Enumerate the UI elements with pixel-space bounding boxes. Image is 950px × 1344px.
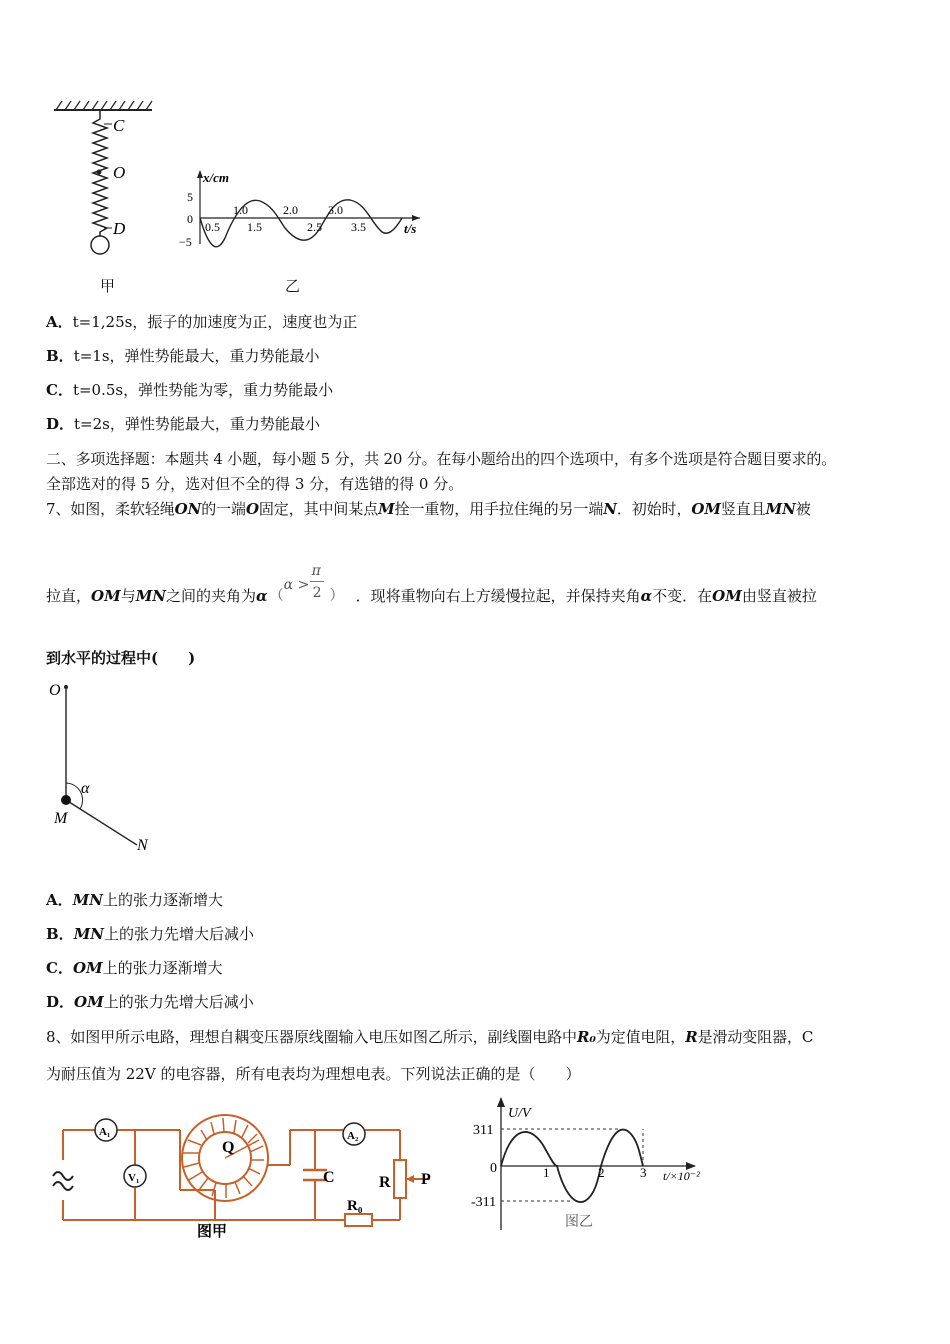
rheostat-r-label: R (379, 1174, 391, 1191)
q8-stem-line2: 为耐压值为 22V 的电容器，所有电表均为理想电表。下列说法正确的是（ ） (46, 1065, 581, 1083)
q6-option-c[interactable]: C．t=0.5s，弹性势能为零，重力势能最小 (46, 381, 334, 399)
xt-lower-tick-15: 1.5 (247, 220, 262, 234)
xt-lower-tick-05: 0.5 (205, 220, 220, 234)
q7-rope-figure (45, 675, 165, 860)
xt-upper-tick-3: 3.0 (328, 203, 343, 217)
q7-option-a[interactable]: A．MN上的张力逐渐增大 (46, 891, 223, 909)
q6-option-b[interactable]: B．t=1s，弹性势能最大，重力势能最小 (46, 347, 320, 365)
xt-ytick-0: 0 (187, 212, 193, 226)
xt-ytick-5: 5 (187, 190, 193, 204)
section2-header-line2: 全部选对的得 5 分，选对但不全的得 3 分，有选错的得 0 分。 (46, 475, 464, 493)
voltmeter-v1-label: V₁ (128, 1172, 140, 1184)
section2-header-line1: 二、多项选择题：本题共 4 小题，每小题 5 分，共 20 分。在每小题给出的四个选项中，有多个选项是符合题目要求的。 (46, 450, 836, 468)
fig-caption-jia: 甲 (100, 277, 116, 295)
ut-xtick-3: 3 (640, 1165, 647, 1180)
circuit-caption: 图甲 (197, 1224, 228, 1240)
q7-fig-label-alpha: α (81, 780, 90, 797)
q7-fig-label-o: O (49, 682, 61, 699)
q6-option-a[interactable]: A．t=1,25s，振子的加速度为正，速度也为正 (46, 313, 358, 331)
q7-stem-line1: 7、如图，柔软轻绳ON的一端O固定，其中间某点M拴一重物，用手拉住绳的另一端N．初始时，OM竖直且MN被 (46, 500, 811, 518)
ut-ytick-311: 311 (473, 1123, 494, 1138)
ammeter-a2-label: A₂ (347, 1130, 359, 1142)
xt-upper-tick-2: 2.0 (283, 203, 298, 217)
q7-fig-label-m: M (54, 810, 68, 827)
q6-option-d[interactable]: D．t=2s，弹性势能最大，重力势能最小 (46, 415, 320, 433)
q8-circuit-diagram (45, 1110, 450, 1245)
ut-xtick-1: 1 (543, 1165, 550, 1180)
xt-lower-tick-25: 2.5 (307, 220, 322, 234)
ut-ytick-neg311: -311 (471, 1195, 497, 1210)
xt-upper-tick-1: 1.0 (233, 203, 248, 217)
slider-p-label: P (421, 1171, 431, 1188)
q8-stem-line1: 8、如图甲所示电路，理想自耦变压器原线圈输入电压如图乙所示，副线圈电路中R₀为定值电阻，R是滑动变阻器，C (46, 1028, 814, 1046)
xt-xlabel: t/s (404, 221, 417, 236)
spring-label-c: C (113, 116, 125, 135)
q7-option-c[interactable]: C．OM上的张力逐渐增大 (46, 959, 223, 977)
ut-xlabel: t/×10⁻² (663, 1169, 700, 1183)
xt-ylabel: x/cm (203, 170, 229, 185)
q7-stem-line2: 拉直，OM与MN之间的夹角为α （ α > π 2 ） ．现将重物向右上方缓慢拉起，并保持夹角α不变．在OM由竖直被拉 (46, 563, 817, 605)
capacitor-label: C (323, 1169, 335, 1186)
alpha-condition: （ α > π 2 ） (269, 563, 344, 604)
tap-q-label: Q (222, 1139, 235, 1156)
q7-option-b[interactable]: B．MN上的张力先增大后减小 (46, 925, 255, 943)
spring-label-o: O (113, 163, 126, 182)
xt-lower-tick-35: 3.5 (351, 220, 366, 234)
spring-figure (48, 95, 158, 270)
ut-ytick-0: 0 (490, 1161, 497, 1176)
q7-stem-line3: 到水平的过程中( ) (46, 649, 196, 667)
q8-voltage-graph (470, 1095, 715, 1235)
xt-graph (175, 168, 425, 248)
fig-caption-yi: 乙 (285, 277, 301, 295)
q7-fig-label-n: N (137, 837, 148, 854)
ammeter-a1-label: A₁ (99, 1126, 111, 1138)
ut-caption: 图乙 (565, 1215, 593, 1230)
q7-option-d[interactable]: D．OM上的张力先增大后减小 (46, 993, 254, 1011)
xt-ytick-neg5: −5 (179, 235, 192, 248)
ut-ylabel: U/V (508, 1106, 531, 1121)
spring-label-d: D (113, 219, 126, 238)
ut-xtick-2: 2 (598, 1165, 605, 1180)
resistor-r0-label: R₀ (347, 1198, 363, 1214)
